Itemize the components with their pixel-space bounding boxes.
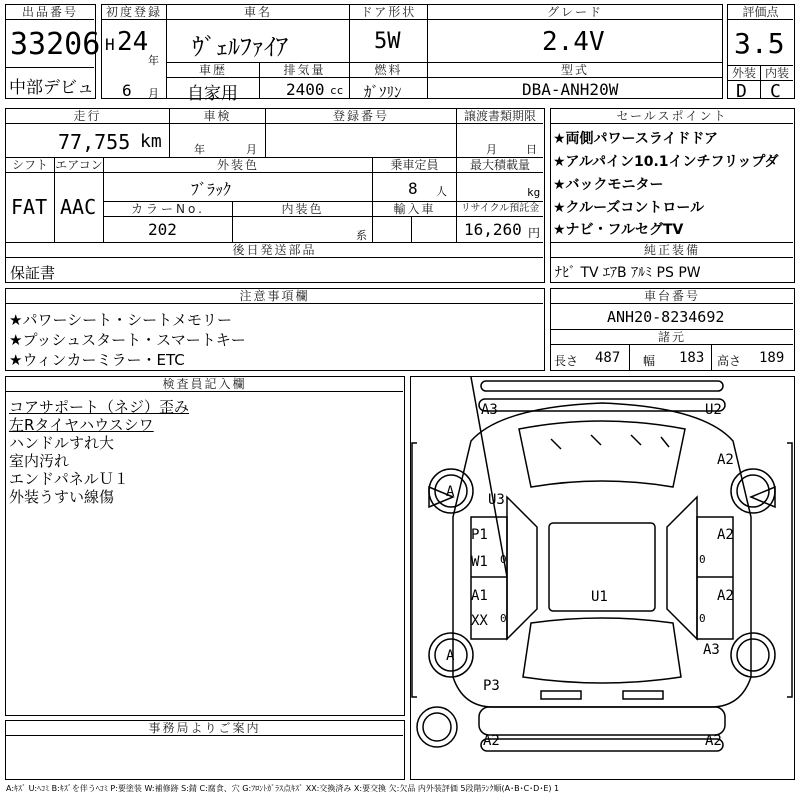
legend: A:ｷｽﾞ U:ﾍｺﾐ B:ｷｽﾞを伴うﾍｺﾐ P:要塗装 W:補修跡 S:錆 C:腐食、穴 G:ﾌﾛﾝﾄｶﾞﾗｽ点ｷｽﾞ XX:交換済み X:要交換 欠:欠品 内外装評価 5段階ﾗﾝｸ順(A･B･C･D･E) 1 [6, 784, 560, 793]
mark-p3: P3 [483, 678, 500, 694]
year-unit: 年 [148, 54, 159, 67]
inspector-line-6: 外装うすい線傷 [9, 488, 115, 506]
sales-points-box [550, 108, 795, 283]
first-reg-year: 24 [117, 27, 149, 57]
sales-point-5: ★ナビ・フルセグTV [553, 222, 684, 238]
aircon-label: エアコン [55, 158, 103, 172]
color-no-value: 202 [148, 220, 177, 239]
length-value: 487 [595, 350, 621, 366]
mark-zero-l1: 0 [500, 553, 507, 566]
mark-a2-r1: A2 [717, 452, 734, 468]
mark-a1: A1 [471, 588, 488, 604]
mark-xx: XX [471, 613, 488, 629]
score-value: 3.5 [734, 27, 785, 60]
later-parts-value: 保証書 [10, 264, 56, 282]
inspector-line-3: ハンドルすれ大 [9, 434, 115, 452]
mark-u1: U1 [591, 589, 608, 605]
equipment-label: 純正装備 [551, 243, 793, 258]
damage-diagram-box [410, 376, 795, 780]
note-2: ★プッシュスタート・スマートキー [9, 331, 246, 349]
mark-u3: U3 [488, 492, 505, 508]
debut-label: 中部デビュ [9, 78, 94, 98]
height-label: 高さ [717, 354, 742, 368]
int-color-unit: 系 [356, 229, 367, 242]
sales-point-3: ★バックモニター [553, 177, 664, 193]
mark-p1: P1 [471, 527, 488, 543]
recycle-label: リサイクル預託金 [457, 202, 543, 217]
shift-value: FAT [11, 195, 48, 219]
equipment-value: ﾅﾋﾞ TV ｴｱB ｱﾙﾐ PS PW [555, 265, 701, 281]
sales-point-2: ★アルパイン10.1インチフリップダ [553, 154, 779, 170]
mark-a-wheel-rl: A [446, 648, 455, 664]
inspector-label: 検査員記入欄 [6, 377, 403, 392]
grade-label: グレード [428, 5, 722, 20]
later-parts-label: 後日発送部品 [6, 243, 543, 258]
era: H [105, 35, 115, 54]
mark-w1: W1 [471, 554, 488, 570]
transfer-month-unit: 月 [486, 143, 497, 156]
ext-score: D [736, 81, 747, 102]
int-color-label: 内装色 [233, 202, 372, 217]
sales-points-label: セールスポイント [551, 109, 793, 124]
sales-point-1: ★両側パワースライドドア [553, 131, 719, 147]
car-diagram [411, 377, 793, 778]
fuel-label: 燃料 [350, 63, 427, 78]
inspector-line-1: コアサポート（ネジ）歪み [9, 398, 190, 416]
office-label: 事務局よりご案内 [6, 721, 403, 736]
mark-a2-br: A2 [705, 733, 722, 749]
door-label: ドア形状 [350, 5, 427, 20]
note-1: ★パワーシート・シートメモリー [9, 311, 232, 329]
mileage-label: 走行 [6, 109, 169, 124]
displacement-value: 2400 [286, 80, 325, 99]
score-label: 評価点 [728, 5, 793, 20]
max-load-label: 最大積載量 [457, 158, 543, 173]
width-value: 183 [679, 350, 705, 366]
inspector-box [5, 376, 405, 716]
length-label: 長さ [554, 354, 579, 368]
mark-zero-r2: 0 [699, 612, 706, 625]
mark-a3-top: A3 [481, 402, 498, 418]
max-load-unit: kg [527, 186, 541, 199]
sales-point-4: ★クルーズコントロール [553, 200, 705, 216]
model-value: DBA-ANH20W [522, 80, 619, 99]
notes-box [5, 288, 545, 371]
inspector-line-4: 室内汚れ [9, 452, 70, 470]
mileage-value: 77,755 [58, 130, 131, 154]
import-label: 輸入車 [373, 202, 456, 217]
history-value: 自家用 [187, 84, 238, 104]
mark-a2-bl: A2 [483, 733, 500, 749]
office-box [5, 720, 405, 780]
mileage-unit: km [140, 131, 162, 152]
recycle-unit: 円 [528, 226, 541, 240]
inspection-label: 車検 [170, 109, 265, 124]
first-reg-label: 初度登録 [102, 5, 166, 20]
details-block [5, 108, 545, 283]
lot-number: 33206 [10, 27, 101, 62]
score-box [727, 4, 795, 102]
chassis-value: ANH20-8234692 [607, 308, 725, 326]
first-reg-month: 6 [122, 81, 132, 100]
capacity-label: 乗車定員 [373, 158, 456, 173]
history-label: 車歴 [167, 63, 259, 78]
lot-box [5, 4, 101, 99]
mark-zero-l2: 0 [500, 612, 507, 625]
shift-label: シフト [6, 158, 54, 173]
car-name-value: ｳﾞｪﾙﾌｧｲｱ [192, 33, 288, 61]
note-3: ★ウィンカーミラー・ETC [9, 351, 185, 369]
grade-value: 2.4V [542, 27, 605, 57]
car-name-label: 車名 [167, 5, 349, 20]
ext-color-label: 外装色 [104, 158, 372, 173]
mark-a-wheel-fl: A [446, 484, 455, 500]
model-label: 型式 [428, 63, 722, 78]
capacity-unit: 人 [436, 185, 447, 198]
insp-year-unit: 年 [194, 143, 205, 156]
ext-color-value: ﾌﾞﾗｯｸ [191, 180, 232, 199]
mark-a2-r3: A2 [717, 588, 734, 604]
door-value: 5W [374, 29, 401, 54]
mark-a3-r: A3 [703, 642, 720, 658]
aircon-value: AAC [60, 195, 97, 219]
displacement-unit: cc [330, 84, 344, 97]
fuel-value: ｶﾞｿﾘﾝ [364, 83, 402, 101]
dims-label: 諸元 [551, 330, 793, 345]
chassis-label: 車台番号 [551, 289, 793, 304]
color-no-label: カラーNo. [104, 202, 232, 217]
mark-u2-top: U2 [705, 402, 722, 418]
displacement-label: 排気量 [260, 63, 349, 78]
insp-month-unit: 月 [246, 143, 257, 156]
inspector-line-2: 左Rタイヤハウスシワ [9, 416, 154, 434]
capacity-value: 8 [408, 179, 418, 198]
notes-label: 注意事項欄 [6, 289, 543, 304]
mark-zero-r1: 0 [699, 553, 706, 566]
reg-block [101, 4, 723, 104]
int-score: C [770, 81, 781, 102]
int-score-label: 内装 [761, 66, 793, 81]
recycle-value: 16,260 [464, 220, 522, 239]
height-value: 189 [759, 350, 785, 366]
ext-score-label: 外装 [728, 66, 760, 81]
chassis-box [550, 288, 795, 371]
width-label: 幅 [643, 354, 656, 368]
inspector-line-5: エンドパネルＵ１ [9, 470, 129, 488]
lot-label: 出品番号 [6, 5, 94, 20]
reg-no-label: 登録番号 [266, 109, 456, 124]
mark-a2-r2: A2 [717, 527, 734, 543]
transfer-label: 譲渡書類期限 [457, 109, 543, 124]
transfer-day-unit: 日 [526, 143, 537, 156]
month-unit: 月 [148, 87, 159, 100]
